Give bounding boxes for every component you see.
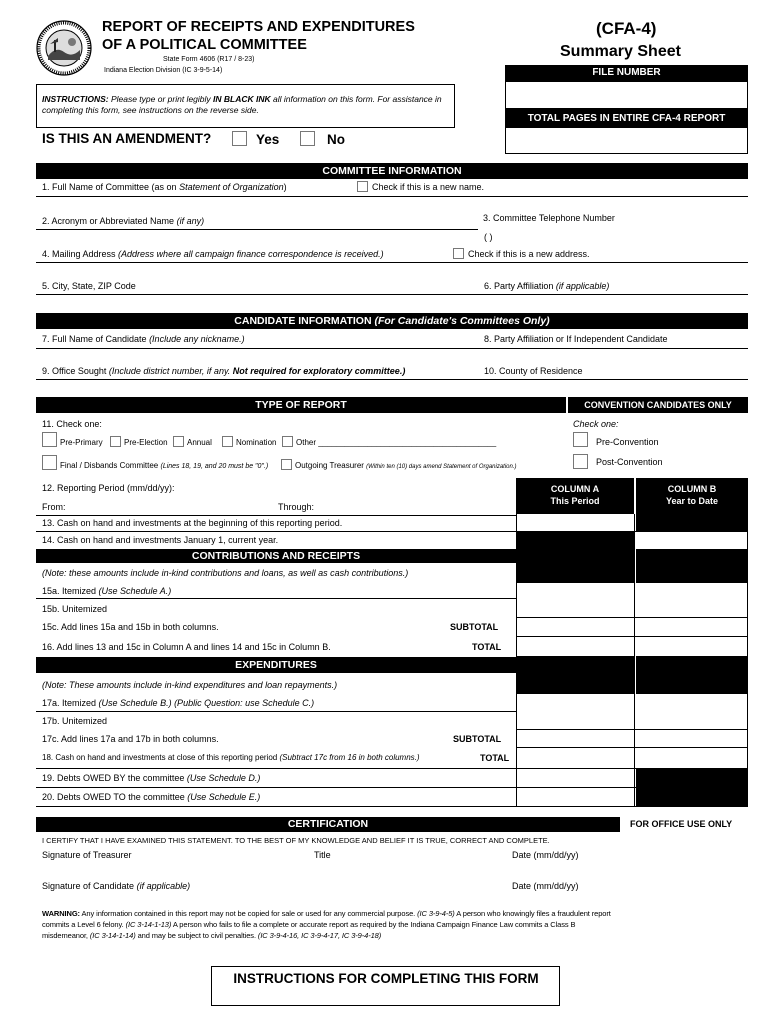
candidate-name-label: 7. Full Name of Candidate (Include any nickname.) <box>42 334 245 344</box>
outgoing-treasurer-checkbox[interactable] <box>281 459 292 470</box>
form-code: (CFA-4) <box>596 19 657 38</box>
final-disbands-checkbox[interactable] <box>42 455 57 470</box>
column-divider-a <box>516 514 517 806</box>
candidate-party-label: 8. Party Affiliation or If Independent Candidate <box>484 334 668 344</box>
county-residence-label: 10. County of Residence <box>484 366 583 376</box>
line-13-label: 13. Cash on hand and investments at the beginning of this reporting period. <box>42 518 343 528</box>
divider <box>36 787 636 788</box>
line-17a-label: 17a. Itemized (Use Schedule B.) (Public Question: use Schedule C.) <box>42 698 315 708</box>
form-title-line1: REPORT OF RECEIPTS AND EXPENDITURES <box>102 19 415 35</box>
divider <box>36 196 748 197</box>
amendment-yes-checkbox[interactable] <box>232 131 247 146</box>
amendment-no-label: No <box>327 132 345 147</box>
election-division: Indiana Election Division (IC 3-9-5-14) <box>104 67 223 74</box>
new-address-label: Check if this is a new address. <box>468 249 590 259</box>
exp-col-b-blocked <box>636 656 748 694</box>
divider <box>36 294 748 295</box>
column-a-title: COLUMN A <box>550 484 600 494</box>
exp-col-a-blocked <box>516 656 634 694</box>
contributions-note: (Note: these amounts include in-kind contributions and loans, as well as cash contributions.) <box>42 568 409 578</box>
pre-election-checkbox[interactable] <box>110 436 121 447</box>
nomination-label: Nomination <box>236 438 277 447</box>
amendment-no-checkbox[interactable] <box>300 131 315 146</box>
post-convention-checkbox[interactable] <box>573 454 588 469</box>
other-label: Other ________________________________________ <box>296 438 497 447</box>
final-disbands-label: Final / Disbands Committee (Lines 18, 19, and 20 must be "0".) <box>60 461 269 470</box>
line-17c-label: 17c. Add lines 17a and 17b in both columns. <box>42 734 219 744</box>
city-state-zip-label: 5. City, State, ZIP Code <box>42 281 136 291</box>
file-number-label: FILE NUMBER <box>505 65 748 82</box>
pre-primary-checkbox[interactable] <box>42 432 57 447</box>
line-15b-label: 15b. Unitemized <box>42 604 108 614</box>
annual-label: Annual <box>187 438 212 447</box>
column-b-subtitle: Year to Date <box>665 496 719 506</box>
new-address-checkbox[interactable] <box>453 248 464 259</box>
certification-statement: I CERTIFY THAT I HAVE EXAMINED THIS STATEMENT. TO THE BEST OF MY KNOWLEDGE AND BELIEF IT IS TRUE, CORRECT AND COMPLETE. <box>42 836 550 845</box>
column-divider-b <box>634 514 635 806</box>
treasurer-signature-label: Signature of Treasurer <box>42 850 132 860</box>
divider <box>36 515 516 516</box>
divider <box>36 379 748 380</box>
expenditures-note: (Note: These amounts include in-kind expenditures and loan repayments.) <box>42 680 338 690</box>
line-14-col-a-blocked <box>516 532 634 550</box>
line-19-label: 19. Debts OWED BY the committee (Use Schedule D.) <box>42 773 261 783</box>
lines-19-20-col-b-blocked <box>636 768 748 806</box>
contrib-col-b-blocked <box>636 549 748 583</box>
mailing-address-label: 4. Mailing Address (Address where all campaign finance correspondence is received.) <box>42 249 384 259</box>
divider <box>516 729 748 730</box>
divider <box>516 747 748 748</box>
annual-checkbox[interactable] <box>173 436 184 447</box>
summary-sheet-title: Summary Sheet <box>560 43 681 60</box>
new-name-label: Check if this is a new name. <box>372 182 485 192</box>
instructions-text: INSTRUCTIONS: Please type or print legibly IN BLACK INK all information on this form. For assistance in completing this form, see instructions on the reverse side. <box>42 94 442 115</box>
contrib-col-a-blocked <box>516 549 634 583</box>
acronym-label: 2. Acronym or Abbreviated Name (if any) <box>42 216 205 226</box>
total-pages-label: TOTAL PAGES IN ENTIRE CFA-4 REPORT <box>505 109 748 128</box>
office-sought-label: 9. Office Sought (Include district number, if any. Not required for exploratory committee.) <box>42 366 406 376</box>
candidate-date-label: Date (mm/dd/yy) <box>512 881 579 891</box>
pre-convention-checkbox[interactable] <box>573 432 588 447</box>
treasurer-date-label: Date (mm/dd/yy) <box>512 850 579 860</box>
warning-text: WARNING: Any information contained in this report may not be copied for sale or used for any commercial purpose. (IC 3-9-4-5) A person who knowingly files a fraudulent report commits a Level 6 felony. (IC 3-14-1-13) A person who fails to file a complete or accurate report as required by the Indiana Campaign Finance Law commits a Class B misdemeanor, (IC 3-14-1-14) and may be subject to civil penalties. (IC 3-9-4-16, IC 3-9-4-17, IC 3-9-4-18) <box>42 909 611 940</box>
divider <box>36 598 516 599</box>
nomination-checkbox[interactable] <box>222 436 233 447</box>
new-name-checkbox[interactable] <box>357 181 368 192</box>
pre-election-label: Pre-Election <box>124 438 168 447</box>
party-affiliation-label: 6. Party Affiliation (if applicable) <box>484 281 610 291</box>
line-20-label: 20. Debts OWED TO the committee (Use Schedule E.) <box>42 792 261 802</box>
line-18-total-label: TOTAL <box>480 753 510 763</box>
check-one-label: 11. Check one: <box>42 419 102 429</box>
line-15c-label: 15c. Add lines 15a and 15b in both columns. <box>42 622 219 632</box>
divider <box>36 262 748 263</box>
convention-check-one-label: Check one: <box>573 419 619 429</box>
column-a-subtitle: This Period <box>550 496 600 506</box>
pre-primary-label: Pre-Primary <box>60 438 103 447</box>
committee-info-header: COMMITTEE INFORMATION <box>36 163 748 179</box>
line-15c-subtotal-label: SUBTOTAL <box>450 622 499 632</box>
divider <box>516 636 748 637</box>
column-divider-right <box>747 514 748 806</box>
expenditures-header: EXPENDITURES <box>36 657 516 673</box>
reporting-period-label: 12. Reporting Period (mm/dd/yy): <box>42 483 175 493</box>
divider <box>36 229 478 230</box>
total-pages-field[interactable] <box>505 127 748 154</box>
divider <box>516 617 748 618</box>
line-16-total-label: TOTAL <box>472 642 502 652</box>
office-use-label: FOR OFFICE USE ONLY <box>630 819 733 829</box>
amendment-yes-label: Yes <box>256 132 280 147</box>
post-convention-label: Post-Convention <box>596 457 663 467</box>
line-17b-label: 17b. Unitemized <box>42 716 108 726</box>
candidate-signature-label: Signature of Candidate (if applicable) <box>42 881 191 891</box>
line-18-label: 18. Cash on hand and investments at close of this reporting period (Subtract 17c from 16 in both columns.) <box>42 753 420 762</box>
from-label: From: <box>42 502 66 512</box>
divider <box>36 711 516 712</box>
certification-header: CERTIFICATION <box>36 817 620 832</box>
file-number-field[interactable] <box>505 81 748 109</box>
phone-label: 3. Committee Telephone Number <box>483 213 615 223</box>
committee-name-label: 1. Full Name of Committee (as on Statement of Organization) <box>42 182 287 192</box>
pre-convention-label: Pre-Convention <box>596 437 659 447</box>
other-checkbox[interactable] <box>282 436 293 447</box>
contributions-header: CONTRIBUTIONS AND RECEIPTS <box>36 549 516 563</box>
line-13-col-b-blocked <box>636 514 748 532</box>
through-label: Through: <box>278 502 315 512</box>
line-14-label: 14. Cash on hand and investments January 1, current year. <box>42 535 279 545</box>
amendment-question: IS THIS AN AMENDMENT? <box>42 131 212 146</box>
column-b-title: COLUMN B <box>667 484 717 494</box>
divider <box>36 806 748 807</box>
phone-area-code[interactable]: ( ) <box>484 232 493 242</box>
title-label: Title <box>314 850 331 860</box>
state-form-number: State Form 4606 (R17 / 8-23) <box>163 56 255 63</box>
line-17c-subtotal-label: SUBTOTAL <box>453 734 502 744</box>
line-16-label: 16. Add lines 13 and 15c in Column A and lines 14 and 15c in Column B. <box>42 642 331 652</box>
instructions-footer-title: INSTRUCTIONS FOR COMPLETING THIS FORM <box>233 971 539 986</box>
outgoing-treasurer-label: Outgoing Treasurer (Within ten (10) days amend Statement of Organization.) <box>295 461 517 470</box>
convention-candidates-header: CONVENTION CANDIDATES ONLY <box>568 397 748 413</box>
line-15a-label: 15a. Itemized (Use Schedule A.) <box>42 586 172 596</box>
type-of-report-header: TYPE OF REPORT <box>36 397 566 413</box>
candidate-info-header: CANDIDATE INFORMATION (For Candidate's Committees Only) <box>36 313 748 329</box>
indiana-state-seal <box>36 20 92 76</box>
divider <box>36 348 748 349</box>
form-title-line2: OF A POLITICAL COMMITTEE <box>102 37 307 53</box>
